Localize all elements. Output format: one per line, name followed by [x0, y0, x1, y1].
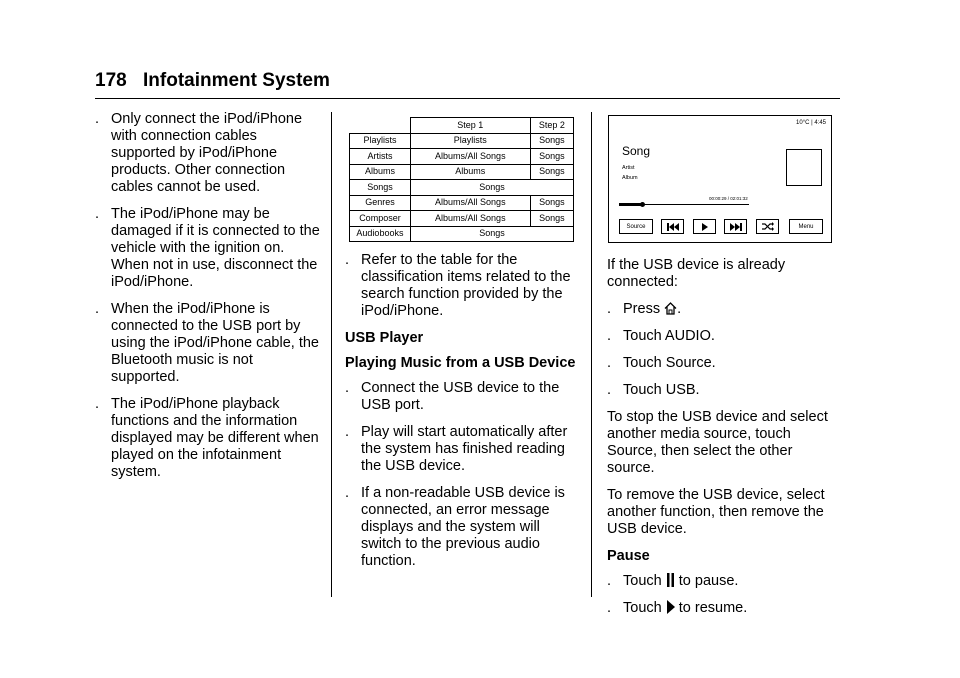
bullet-line: When not in use, disconnect the — [111, 257, 318, 273]
bullet-line: displayed may be different when — [111, 430, 319, 446]
bullet-marker: . — [95, 396, 100, 412]
step-item — [607, 328, 842, 345]
table-cell: Playlists — [410, 133, 530, 149]
table-cell: Songs — [350, 180, 411, 196]
bullet-item — [95, 111, 325, 196]
album-text: Album — [622, 175, 638, 181]
bullet-item — [95, 206, 325, 291]
intro-line: connected: — [607, 274, 678, 290]
source-label: Source — [626, 223, 646, 230]
bullet-item — [345, 424, 585, 475]
pause-heading: Pause — [607, 548, 650, 564]
table-cell: Songs — [410, 180, 573, 196]
step-text: Touch USB. — [623, 382, 700, 398]
step-item — [607, 573, 842, 590]
time-text: 00:00:29 / 02:01:32 — [709, 196, 748, 201]
table-cell: Songs — [530, 149, 573, 165]
step-text: Touch Source. — [623, 355, 716, 371]
play-icon — [701, 223, 709, 231]
bullet-line: The iPod/iPhone may be — [111, 206, 270, 222]
note-line: search function provided by the — [361, 286, 563, 302]
column-divider-2 — [591, 112, 592, 597]
column-1 — [95, 111, 325, 491]
step-item — [607, 355, 842, 372]
table-row — [350, 149, 574, 165]
section-heading: Playing Music from a USB Device — [345, 355, 576, 371]
bullet-marker: . — [607, 355, 612, 371]
bullet-line: iPod/iPhone. — [111, 274, 194, 290]
step-text — [623, 573, 842, 590]
table-cell: Albums/All Songs — [410, 211, 530, 227]
table-cell: Composer — [350, 211, 411, 227]
menu-label: Menu — [798, 223, 814, 230]
instruction-paragraph — [607, 409, 842, 477]
bullet-marker: . — [345, 252, 350, 268]
table-cell: Albums — [410, 164, 530, 180]
play-icon — [666, 600, 675, 614]
table-cell: Songs — [410, 226, 573, 242]
table-row — [350, 164, 574, 180]
step-text-after: to resume. — [674, 600, 748, 616]
bullet-line: Connect the USB device to the — [361, 380, 560, 396]
column-3 — [607, 257, 842, 627]
table-cell: Songs — [530, 164, 573, 180]
paragraph-line: another media source, touch — [607, 426, 791, 442]
progress-fill — [619, 203, 642, 206]
menu-button[interactable] — [789, 219, 823, 234]
bullet-item — [95, 396, 325, 481]
bullet-marker: . — [345, 380, 350, 396]
next-track-icon — [730, 223, 742, 231]
table-row — [350, 133, 574, 149]
previous-track-icon — [667, 223, 679, 231]
table-cell: Genres — [350, 195, 411, 211]
bullet-line: switch to the previous audio — [361, 536, 540, 552]
bullet-line: supported by iPod/iPhone — [111, 145, 278, 161]
table-cell: Audiobooks — [350, 226, 411, 242]
table-header-cell — [350, 118, 411, 134]
intro-line: If the USB device is already — [607, 257, 786, 273]
table-row — [350, 195, 574, 211]
shuffle-icon — [762, 222, 774, 231]
note-bullet — [345, 252, 585, 320]
intro-paragraph — [607, 257, 842, 291]
bullet-marker: . — [95, 301, 100, 317]
usb-player-screen — [608, 115, 832, 243]
column-2 — [345, 252, 585, 580]
table-row — [350, 226, 574, 242]
step-item — [607, 382, 842, 399]
table-row — [350, 180, 574, 196]
step-text-before: Press — [623, 301, 665, 317]
bullet-line: system. — [111, 464, 161, 480]
step-text-before: Touch — [623, 573, 666, 589]
step-text-after: . — [677, 301, 682, 317]
section-heading: USB Player — [345, 330, 424, 346]
bullet-line: using the iPod/iPhone cable, the — [111, 335, 319, 351]
paragraph-line: source. — [607, 460, 655, 476]
bullet-marker: . — [607, 573, 612, 589]
page-header — [95, 70, 840, 99]
bullet-line: damaged if it is connected to the — [111, 223, 320, 239]
bullet-marker: . — [95, 206, 100, 222]
column-divider-1 — [331, 112, 332, 597]
bullet-line: When the iPod/iPhone is — [111, 301, 270, 317]
bullet-line: Only connect the iPod/iPhone — [111, 111, 303, 127]
bullet-line: connected, an error message — [361, 502, 550, 518]
bullet-line: The iPod/iPhone playback — [111, 396, 280, 412]
bullet-line: vehicle with the ignition on. — [111, 240, 285, 256]
bullet-line: connected to the USB port by — [111, 318, 301, 334]
pause-icon — [666, 573, 675, 587]
table-cell: Playlists — [350, 133, 411, 149]
classification-table — [349, 117, 574, 242]
bullet-line: with connection cables — [111, 128, 257, 144]
paragraph-line: USB device. — [607, 521, 687, 537]
bullet-line: Play will start automatically after — [361, 424, 568, 440]
bullet-marker: . — [607, 301, 612, 317]
step-item — [607, 301, 842, 318]
album-art — [786, 149, 822, 186]
play-button[interactable] — [693, 219, 716, 234]
bullet-line: cables cannot be used. — [111, 179, 261, 195]
paragraph-line: To remove the USB device, select — [607, 487, 825, 503]
bullet-line: function. — [361, 553, 416, 569]
page-number: 178 — [95, 70, 127, 91]
bullet-item — [345, 380, 585, 414]
table-cell: Albums — [350, 164, 411, 180]
bullet-line: If a non-readable USB device is — [361, 485, 565, 501]
bullet-line: functions and the information — [111, 413, 298, 429]
paragraph-line: To stop the USB device and select — [607, 409, 828, 425]
previous-track-button[interactable] — [661, 219, 684, 234]
note-line: classification items related to the — [361, 269, 571, 285]
bullet-line: displays and the system will — [361, 519, 540, 535]
bullet-marker: . — [95, 111, 100, 127]
step-icon-wrapper — [666, 573, 675, 589]
step-text: Touch AUDIO. — [623, 328, 715, 344]
paragraph-line: another function, then remove the — [607, 504, 824, 520]
table-cell: Songs — [530, 133, 573, 149]
bullet-line: the system has finished reading — [361, 441, 565, 457]
shuffle-button[interactable] — [756, 219, 779, 234]
bullet-line: the USB device. — [361, 458, 465, 474]
table-cell: Albums/All Songs — [410, 149, 530, 165]
bullet-item — [345, 485, 585, 570]
bullet-marker: . — [345, 424, 350, 440]
note-line: iPod/iPhone. — [361, 303, 444, 319]
paragraph-line: Source, then select the other — [607, 443, 793, 459]
bullet-marker: . — [607, 382, 612, 398]
artist-text: Artist — [622, 165, 635, 171]
bullet-marker: . — [345, 485, 350, 501]
step-icon-wrapper — [666, 600, 675, 616]
step-text — [623, 301, 842, 318]
step-text-after: to pause. — [674, 573, 739, 589]
step-text — [623, 600, 842, 617]
table-cell: Artists — [350, 149, 411, 165]
bullet-line: USB port. — [361, 397, 424, 413]
instruction-paragraph — [607, 487, 842, 538]
bullet-line: played on the infotainment — [111, 447, 282, 463]
bullet-marker: . — [607, 328, 612, 344]
bullet-marker: . — [607, 600, 612, 616]
home-icon — [664, 302, 677, 315]
step-text-before: Touch — [623, 600, 666, 616]
bullet-line: Bluetooth music is not — [111, 352, 253, 368]
step-icon-wrapper — [664, 301, 677, 317]
table-header-cell: Step 2 — [530, 118, 573, 134]
table-row — [350, 211, 574, 227]
progress-knob[interactable] — [640, 202, 645, 207]
status-text: 10°C | 4:45 — [796, 120, 826, 126]
bullet-line: products. Other connection — [111, 162, 286, 178]
table-header-cell: Step 1 — [410, 118, 530, 134]
step-item — [607, 600, 842, 617]
source-button[interactable] — [619, 219, 653, 234]
table-header-row — [350, 118, 574, 134]
table-cell: Songs — [530, 211, 573, 227]
bullet-line: supported. — [111, 369, 180, 385]
song-title: Song — [622, 144, 651, 158]
table-cell: Songs — [530, 195, 573, 211]
note-line: Refer to the table for the — [361, 252, 518, 268]
bullet-item — [95, 301, 325, 386]
next-track-button[interactable] — [724, 219, 747, 234]
table-cell: Albums/All Songs — [410, 195, 530, 211]
section-title: Infotainment System — [143, 70, 330, 91]
